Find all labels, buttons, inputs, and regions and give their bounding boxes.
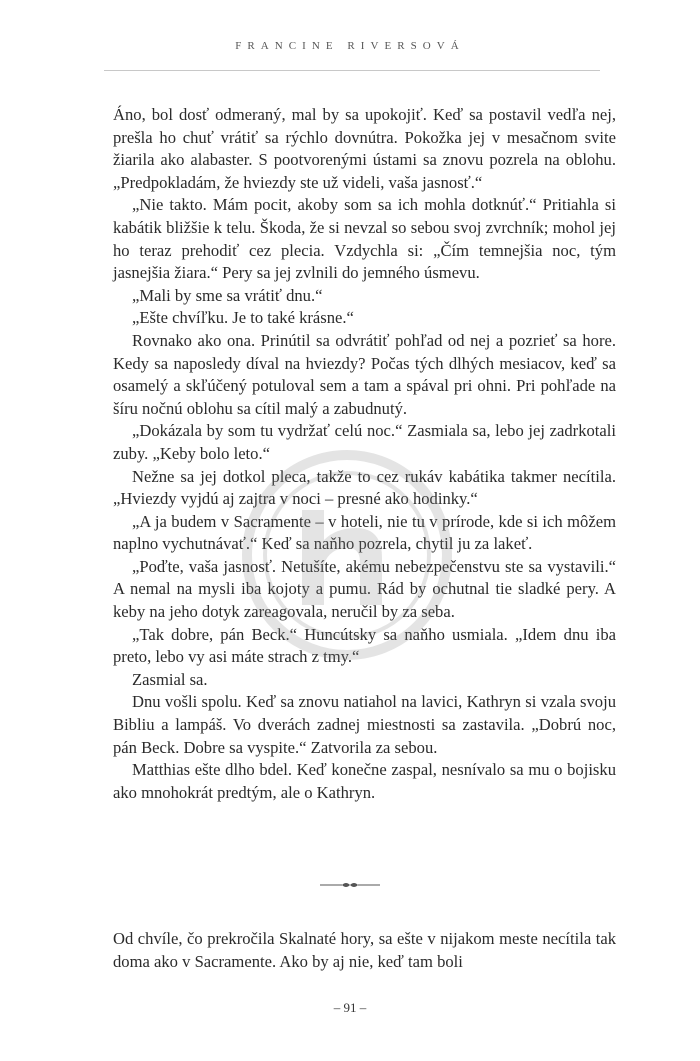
paragraph: Rovnako ako ona. Prinútil sa odvrátiť pohľad od nej a pozrieť sa hore. Kedy sa naposledy díval na hviezdy? Počas tých dlhých mesiacov, keď sa osamelý a skľúčený potuloval sem a tam a spával pri ohni. Pri pohľade na šíru nočnú oblohu sa cítil malý a zabudnutý. <box>113 330 616 418</box>
body-text <box>113 104 616 804</box>
paragraph: „Dokázala by som tu vydržať celú noc.“ Zasmiala sa, lebo jej zadrkotali zuby. „Keby bolo leto.“ <box>113 421 616 463</box>
ornament-divider-icon <box>320 880 380 890</box>
paragraph: „Tak dobre, pán Beck.“ Huncútsky sa naňho usmiala. „Idem dnu iba preto, lebo vy asi máte strach z tmy.“ <box>113 624 616 667</box>
paragraph: Áno, bol dosť odmeraný, mal by sa upokojiť. Keď sa postavil vedľa nej, prešla ho chuť vrátiť sa rýchlo dovnútra. Pokožka jej v mesačnom svite žiarila ako alabaster. S pootvorenými ústami sa znovu pozrela na oblohu. „Predpokladám, že hviezdy ste už videli, vaša jasnosť.“ <box>113 105 616 192</box>
page-number: – 91 – <box>333 1000 367 1015</box>
paragraph: „Nie takto. Mám pocit, akoby som sa ich mohla dotknúť.“ Pritiahla si kabátik bližšie k telu. Škoda, že si nevzal so sebou svoj zvrchník; mohol jej ho teraz prehodiť cez plecia. Vzdychla si: „Čím temnejšia noc, tým jasnejšia žiara.“ Pery sa jej zvlnili do jemného úsmevu. <box>113 195 616 283</box>
header-rule <box>104 70 600 71</box>
paragraph: „A ja budem v Sacramente – v hoteli, nie tu v prírode, kde si ich môžem naplno vychutnávať.“ Keď sa naňho pozrela, chytil ju za lakeť. <box>113 511 616 554</box>
paragraph: Matthias ešte dlho bdel. Keď konečne zaspal, nesnívalo sa mu o bojisku ako mnohokrát predtým, ale o Kathryn. <box>113 760 616 802</box>
paragraph: „Mali by sme sa vrátiť dnu.“ <box>132 285 323 305</box>
paragraph: Zasmial sa. <box>132 669 208 689</box>
paragraph: Nežne sa jej dotkol pleca, takže to cez rukáv kabátika takmer necítila. „Hviezdy vyjdú aj zajtra v noci – presné ako hodinky.“ <box>113 466 616 509</box>
paragraph: Od chvíle, čo prekročila Skalnaté hory, sa ešte v nijakom meste necítila tak doma ako v Sacramente. Ako by aj nie, keď tam boli <box>113 929 616 971</box>
section-two-text <box>113 928 616 973</box>
running-header: FRANCINE RIVERSOVÁ <box>235 40 465 52</box>
paragraph: „Ešte chvíľku. Je to také krásne.“ <box>132 308 354 328</box>
paragraph: Dnu vošli spolu. Keď sa znovu natiahol na lavici, Kathryn si vzala svoju Bibliu a lampáš. Vo dverách zadnej miestnosti sa zastavila. „Dobrú noc, pán Beck. Dobre sa vyspite.“ Zatvorila za sebou. <box>113 692 616 757</box>
paragraph: „Poďte, vaša jasnosť. Netušíte, akému nebezpečenstvu ste sa vystavili.“ A nemal na mysli iba kojoty a pumu. Rád by ochutnal tie sladké pery. A keby na jeho dotyk zareagovala, neručil by za seba. <box>113 556 616 622</box>
